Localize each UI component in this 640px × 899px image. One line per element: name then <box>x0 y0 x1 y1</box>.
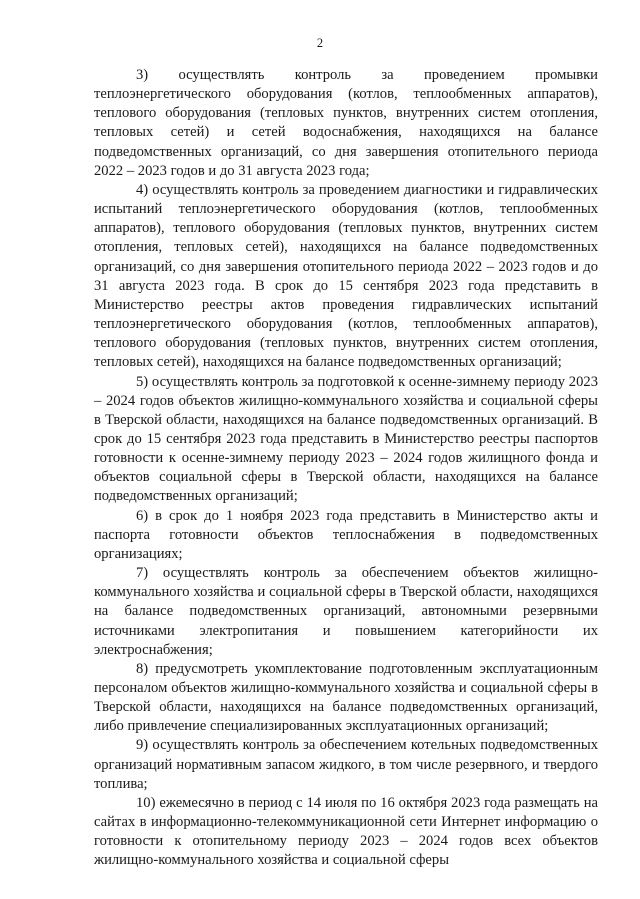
paragraph-item-10: 10) ежемесячно в период с 14 июля по 16 октября 2023 года размещать на сайтах в информационно-телекоммуникационной сети Интернет информацию о готовности к отопительному периоду 2023 – 2024 годов всех объектов жилищно-коммунального хозяйства и социальной сферы <box>94 794 598 869</box>
paragraph-item-5: 5) осуществлять контроль за подготовкой к осенне-зимнему периоду 2023 – 2024 годов объектов жилищно-коммунального хозяйства и социальной сферы в Тверской области, находящихся на балансе подведомственных организаций. В срок до 15 сентября 2023 года представить в Министерство реестры паспортов готовности к осенне-зимнему периоду 2023 – 2024 годов жилищного фонда и объектов социальной сферы в Тверской области, находящихся на балансе подведомственных организаций; <box>94 373 598 505</box>
paragraph-item-9: 9) осуществлять контроль за обеспечением котельных подведомственных организаций нормативным запасом жидкого, в том числе резервного, и твердого топлива; <box>94 737 598 792</box>
paragraph-item-6: 6) в срок до 1 ноября 2023 года представить в Министерство акты и паспорта готовности объектов теплоснабжения в подведомственных организациях; <box>94 507 598 562</box>
page-number: 2 <box>316 36 324 50</box>
paragraph-item-8: 8) предусмотреть укомплектование подготовленным эксплуатационным персоналом объектов жилищно-коммунального хозяйства и социальной сферы в Тверской области, находящихся на балансе подведомственных организаций, либо привлечение специализированных эксплуатационных организаций; <box>94 660 598 735</box>
paragraph-item-7: 7) осуществлять контроль за обеспечением объектов жилищно-коммунального хозяйства и социальной сферы в Тверской области, находящихся на балансе подведомственных организаций, автономными резервными источниками электропитания и повышением категорийности их электроснабжения; <box>94 565 598 658</box>
paragraph-item-4: 4) осуществлять контроль за проведением диагностики и гидравлических испытаний теплоэнергетического оборудования (котлов, теплообменных аппаратов), теплового оборудования (тепловых пунктов, внутренних систем отопления, тепловых сетей), находящихся на балансе подведомственных организаций, со дня завершения отопительного периода 2022 – 2023 годов и до 31 августа 2023 года. В срок до 15 сентября 2023 года представить в Министерство реестры актов проведения гидравлических испытаний теплоэнергетического оборудования (котлов, теплообменных аппаратов), теплового оборудования (тепловых пунктов, внутренних систем отопления, тепловых сетей), находящихся на балансе подведомственных организаций; <box>94 181 598 371</box>
document-body <box>94 66 598 871</box>
paragraph-item-3: 3) осуществлять контроль за проведением промывки теплоэнергетического оборудования (котлов, теплообменных аппаратов), теплового оборудования (тепловых пунктов, внутренних систем отопления, тепловых сетей) и сетей водоснабжения, находящихся на балансе подведомственных организаций, со дня завершения отопительного периода 2022 – 2023 годов и до 31 августа 2023 года; <box>94 67 598 179</box>
